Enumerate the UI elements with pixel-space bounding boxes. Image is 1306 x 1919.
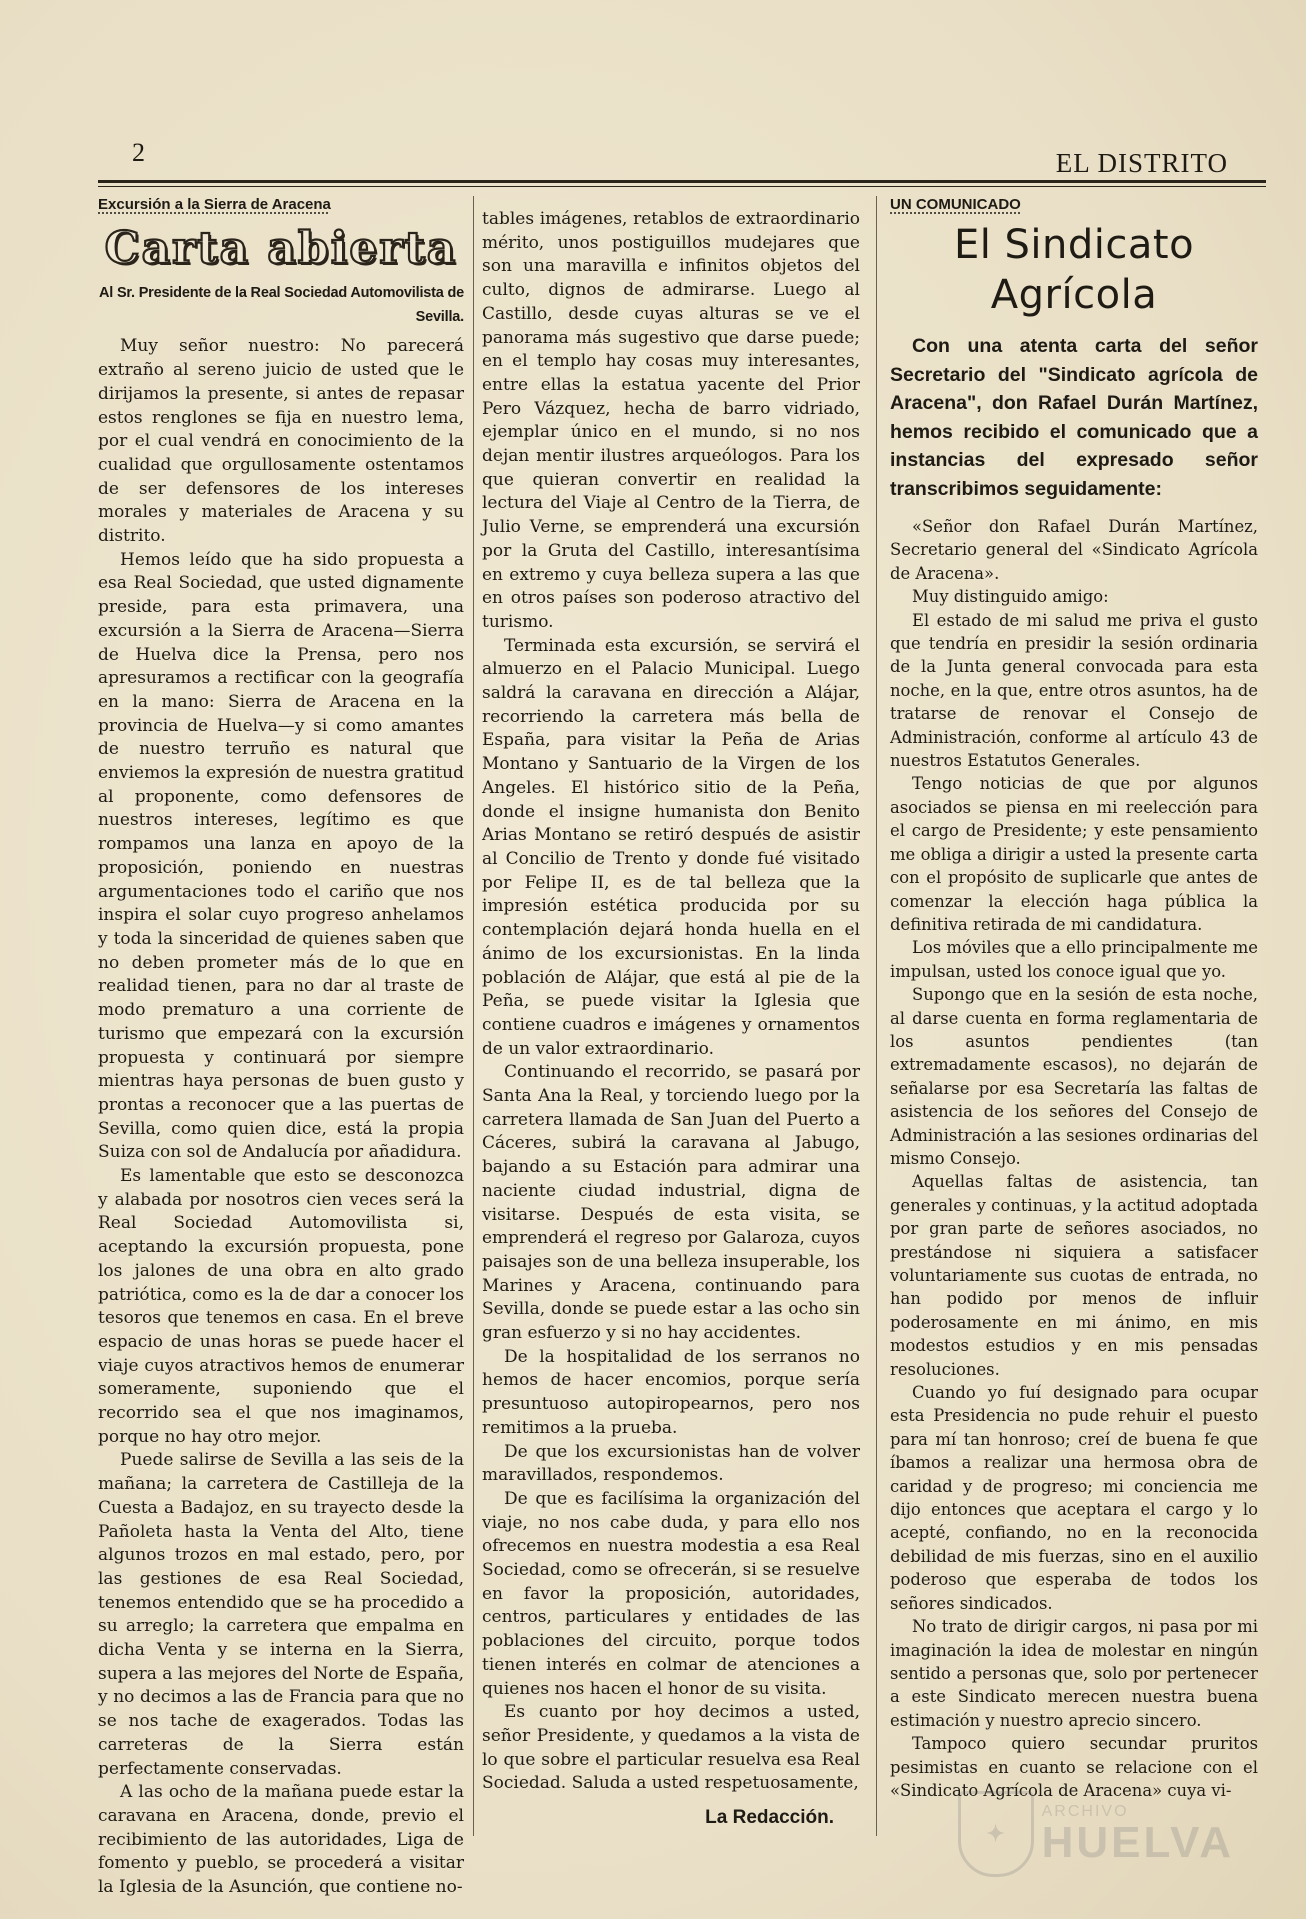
paragraph: Es cuanto por hoy decimos a usted, señor Presidente, y quedamos a la vista de lo que sobre el particular resuelva esa Real Sociedad. Saluda a usted respetuosamente,	[482, 1702, 860, 1794]
paragraph: Hemos leído que ha sido propuesta a esa Real Sociedad, que usted dignamente preside, para esta primavera, una excursión a la Sierra de Aracena—Sierra de Huelva dice la Prensa, pero nos apresuramos a rectificar con la geografía en la mano: Sierra de Aracena en la provincia de Huelva—y si como amantes de nuestro terruño es natural que enviemos la expresión de nuestra gratitud al proponente, como defensores de nuestros intereses, legítimo es que rompamos una lanza en apoyo de la proposición, poniendo en nuestras argumentaciones todo el cariño que nos inspira el solar cuyo progreso anhelamos y toda la sinceridad de quienes saben que no deben prometer más de lo que en realidad tienen, para no dar al traste de modo prematuro a una corriente de turismo que empezará con la excursión propuesta y continuará por siempre mientras haya personas de buen gusto y prontas a reconocer que a las puertas de Sevilla, como quien dice, está la propia Suiza con sol de Andalucía por añadidura.	[98, 549, 464, 1163]
article-title: El Sindicato Agrícola	[953, 222, 1195, 318]
paragraph: Aquellas faltas de asistencia, tan generales y continuas, y la actitud adoptada por gran parte de señores asociados, no prestándose ni siquiera a satisfacer voluntariamente sus cuotas de entrada, no han podido por menos de influir poderosamente en mi ánimo, en mis modestos estudios y en mis pensadas resoluciones.	[890, 1172, 1258, 1379]
paragraph: Muy señor nuestro: No parecerá extraño al sereno juicio de usted que le dirijamos la presente, si antes de repasar estos renglones se fija en nuestro lema, por el cual vendrá en conocimiento de la cualidad que orgullosamente ostentamos de ser defensores de los intereses morales y materiales de Aracena y su distrito.	[98, 336, 464, 547]
column-divider	[876, 196, 877, 1836]
paragraph: De que es facilísima la organización del viaje, no nos cabe duda, y para ello nos ofrecemos en nuestra modestia a esa Real Sociedad, como se ofrecerán, si se resuelve en favor la proposición, autoridades, centros, particulares y entidades de las poblaciones del circuito, porque todos tienen interés en colmar de atenciones a quienes nos hacen el honor de su visita.	[482, 1488, 860, 1699]
page-number: 2	[132, 138, 145, 167]
paragraph: Tengo noticias de que por algunos asociados se piensa en mi reelección para el cargo de Presidente; y este pensamiento me obliga a dirigir a usted la presente carta con el propósito de suplicarle que antes de comenzar la elección haga pública la definitiva retirada de mi candidatura.	[890, 774, 1258, 934]
paragraph: «Señor don Rafael Durán Martínez, Secretario general del «Sindicato Agrícola de Aracena».	[890, 517, 1258, 583]
article-kicker: UN COMUNICADO	[890, 196, 1021, 213]
paragraph: Los móviles que a ello principalmente me impulsan, usted los conoce igual que yo.	[890, 938, 1258, 981]
paragraph: De que los excursionistas han de volver maravillados, respondemos.	[482, 1441, 860, 1486]
paragraph: Cuando yo fuí designado para ocupar esta Presidencia no pude rehuir el puesto para mí tan honroso; creí de buena fe que íbamos a realizar una hermosa obra de caridad y de progreso; mi conciencia me dijo entonces que aceptara el cargo y lo acepté, confiando, no en la reconocida debilidad de mis fuerzas, sino en el auxilio poderoso que esperaba de todos los señores sindicados.	[890, 1383, 1258, 1613]
article-lead: Con una atenta carta del señor Secretario del "Sindicato agrícola de Aracena", don Rafael Durán Martínez, hemos recibido el comunicado que a instancias del expresado señor transcribimos seguidamente:	[890, 335, 1258, 500]
paragraph: Continuando el recorrido, se pasará por Santa Ana la Real, y torciendo luego por la carretera llamada de San Juan del Puerto a Cáceres, subirá la caravana al Jabugo, bajando a su Estación para admirar una naciente ciudad industrial, digna de visitarse. Después de esta visita, se emprenderá el regreso por Galaroza, cuyos paisajes son de una belleza insuperable, los Marines y Aracena, continuando para Sevilla, donde se puede estar a las ocho sin gran esfuerzo y si no hay accidentes.	[482, 1062, 860, 1344]
paragraph: No trato de dirigir cargos, ni pasa por mi imaginación la idea de molestar en ningún sentido a personas que, solo por pertenecer a este Sindicato merecen nuestra buena estimación y nuestro aprecio sincero.	[890, 1617, 1258, 1730]
archive-watermark	[958, 1791, 1234, 1877]
watermark-text	[1042, 1803, 1234, 1865]
header-rule	[98, 180, 1266, 187]
paragraph: A las ocho de la mañana puede estar la caravana en Aracena, donde, previo el recibimiento de las autoridades, Liga de fomento y pueblo, se procederá a visitar la Iglesia de la Asunción, que contiene no-	[98, 1782, 464, 1898]
article-dedication: Al Sr. Presidente de la Real Sociedad Automovilista de Sevilla.	[99, 285, 464, 325]
article-sindicato-agricola	[890, 196, 1258, 1802]
paragraph: Supongo que en la sesión de esta noche, al darse cuenta en forma reglamentaria de los asuntos pendientes (tan extremadamente escasos), no dejarán de señalarse por esa Secretaría las faltas de asistencia de los señores del Consejo de Administración a las sesiones ordinarias del mismo Consejo.	[890, 985, 1258, 1168]
paragraph: De la hospitalidad de los serranos no hemos de hacer encomios, porque sería presuntuoso autopiropearnos, pero nos remitimos a la prueba.	[482, 1346, 860, 1438]
column-divider	[473, 196, 474, 1836]
paragraph: Puede salirse de Sevilla a las seis de la mañana; la carretera de Castilleja de la Cuesta a Badajoz, en su trayecto desde la Pañoleta hasta la Venta del Alto, tiene algunos trozos en mal estado, pero, por las gestiones de esa Real Sociedad, tenemos entendido que se ha procedido a su arreglo; la carretera que empalma en dicha Venta y se interna en la Sierra, supera a las mejores del Norte de España, y no decimos a las de Francia para que no se nos tache de exagerados. Todas las carreteras de la Sierra están perfectamente conservadas.	[98, 1450, 464, 1779]
paragraph: Terminada esta excursión, se servirá el almuerzo en el Palacio Municipal. Luego saldrá la caravana en dirección a Alájar, recorriendo la carretera más bella de España, para visitar la Peña de Arias Montano y Santuario de la Virgen de los Angeles. El histórico sitio de la Peña, donde el insigne humanista don Benito Arias Montano se retiró después de asistir al Concilio de Trento y donde fué visitado por Felipe II, es de tal belleza que la impresión estética producida por su contemplación dejará honda huella en el ánimo de los excursionistas. En la linda población de Alájar, que está al pie de la Peña, se puede visitar la Iglesia que contiene cuadros e imágenes y ornamentos de un valor extraordinario.	[482, 635, 860, 1059]
watermark-big: HUELVA	[1041, 1818, 1234, 1867]
article-carta-abierta-continued	[482, 208, 860, 1830]
paragraph: tables imágenes, retablos de extraordinario mérito, unos postiguillos mudejares que son una maravilla e infinitos objetos del culto, dignos de admirarse. Luego al Castillo, desde cuyas alturas se ve el panorama más sugestivo que darse puede; en el templo hay cosas muy interesantes, entre ellas la estatua yacente del Prior Pero Vázquez, hecha de barro vidriado, ejemplar único en el mundo, si no nos dejan mentir ilustres arqueólogos. Para los que quieran convertir en realidad la lectura del Viaje al Centro de la Tierra, de Julio Verne, se emprenderá una excursión por la Gruta del Castillo, interesantísima en extremo y cuya belleza supera a las que en otros países son poderoso atractivo del turismo.	[482, 209, 860, 632]
article-carta-abierta	[98, 196, 464, 1900]
paragraph: El estado de mi salud me priva el gusto que tendría en presidir la sesión ordinaria de la Junta general convocada para esta noche, en la que, entre otros asuntos, ha de tratarse de renovar el Consejo de Administración, conforme al artículo 43 de nuestros Estatutos Generales.	[890, 610, 1258, 771]
watermark-top: ARCHIVO	[1041, 1803, 1129, 1820]
article-title: Carta abierta	[104, 223, 458, 274]
article-signature: La Redacción.	[705, 1807, 834, 1829]
paragraph: Es lamentable que esto se desconozca y alabada por nosotros cien veces será la Real Sociedad Automovilista si, aceptando la excursión propuesta, pone los jalones de una obra en alto grado patriótica, como es la de dar a conocer los tesoros que tenemos en casa. En el breve espacio de unas horas se puede hacer el viaje cuyos atractivos hemos de enumerar someramente, suponiendo que el recorrido sea el que nos imaginamos, porque no hay otro mejor.	[98, 1166, 464, 1447]
coat-of-arms-icon: ✦	[958, 1791, 1034, 1877]
article-body	[890, 515, 1258, 1802]
article-kicker: Excursión a la Sierra de Aracena	[98, 196, 331, 213]
paragraph: Tampoco quiero secundar pruritos pesimistas en cuanto se relacione con el «Sindicato Agrícola de Aracena» cuya vi-	[890, 1734, 1258, 1800]
article-body	[98, 335, 464, 1899]
masthead: EL DISTRITO	[1055, 148, 1228, 178]
paragraph: Muy distinguido amigo:	[912, 587, 1109, 607]
article-body	[482, 208, 860, 1796]
